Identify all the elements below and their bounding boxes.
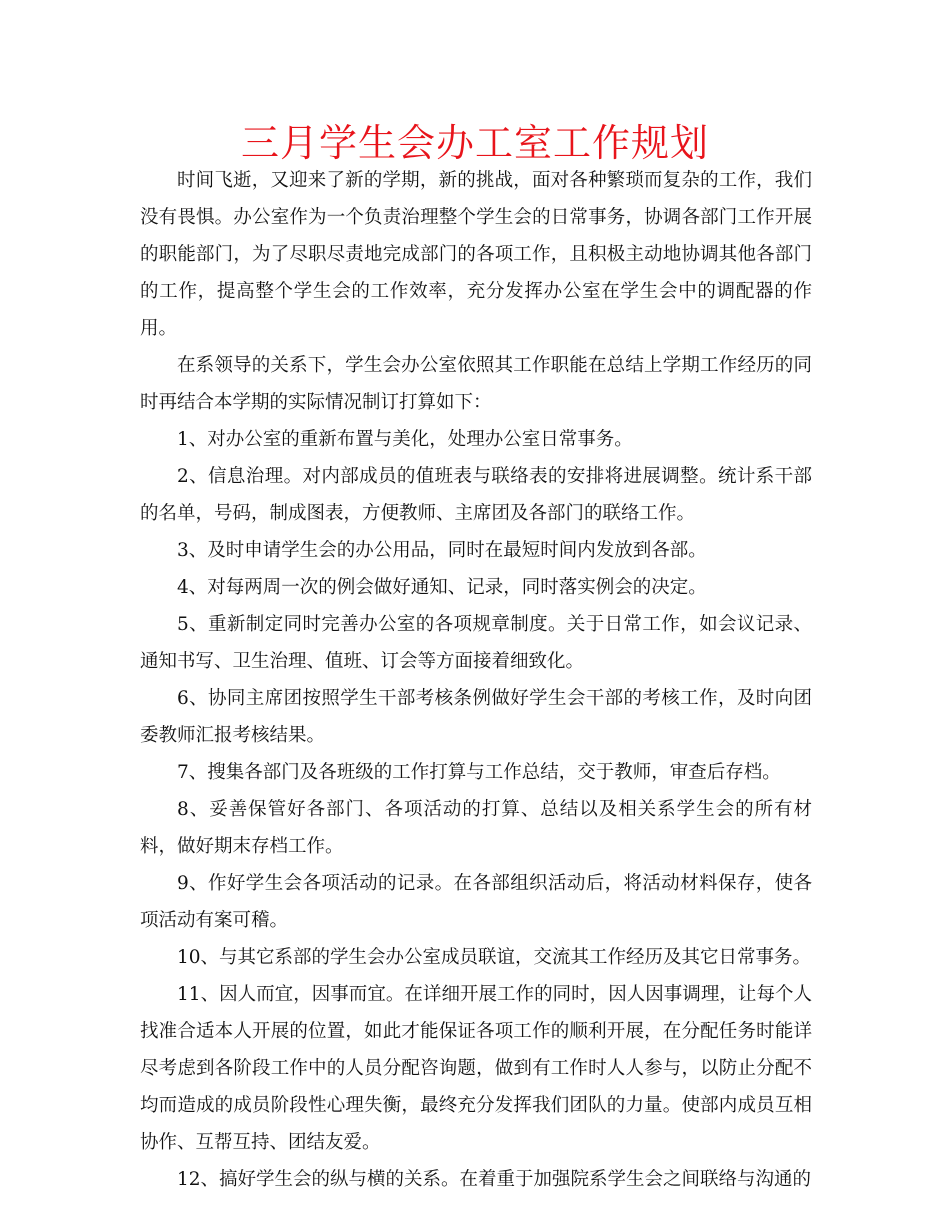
document-body [140, 162, 812, 1198]
plan-item-7: 7、搜集各部门及各班级的工作打算与工作总结，交于教师，审查后存档。 [177, 762, 781, 783]
plan-item-8: 8、妥善保管好各部门、各项活动的打算、总结以及相关系学生会的所有材料，做好期末存档工作。 [140, 799, 812, 857]
paragraph-plan-lead: 在系领导的关系下，学生会办公室依照其工作职能在总结上学期工作经历的同时再结合本学期的实际情况制订打算如下： [140, 355, 812, 413]
plan-item-1: 1、对办公室的重新布置与美化，处理办公室日常事务。 [177, 429, 633, 450]
plan-item-11: 11、因人而宜，因事而宜。在详细开展工作的同时，因人因事调理，让每个人找准合适本人开展的位置，如此才能保证各项工作的顺利开展，在分配任务时能详尽考虑到各阶段工作中的人员分配咨询题，做到有工作时人人参与，以防止分配不均而造成的成员阶段性心理失衡，最终充分发挥我们团队的力量。使部内成员互相协作、互帮互持、团结友爱。 [140, 984, 812, 1153]
plan-item-10: 10、与其它系部的学生会办公室成员联谊，交流其工作经历及其它日常事务。 [177, 947, 812, 968]
paragraph-intro: 时间飞逝，又迎来了新的学期，新的挑战，面对各种繁琐而复杂的工作，我们没有畏惧。办公室作为一个负责治理整个学生会的日常事务，协调各部门工作开展的职能部门，为了尽职尽责地完成部门的各项工作，且积极主动地协调其他各部门的工作，提高整个学生会的工作效率，充分发挥办公室在学生会中的调配器的作用。 [140, 170, 812, 339]
plan-item-3: 3、及时申请学生会的办公用品，同时在最短时间内发放到各部。 [177, 540, 707, 561]
plan-item-4: 4、对每两周一次的例会做好通知、记录，同时落实例会的决定。 [177, 577, 707, 598]
document-title: 三月学生会办工室工作规划 [240, 121, 709, 165]
plan-item-5: 5、重新制定同时完善办公室的各项规章制度。关于日常工作，如会议记录、通知书写、卫生治理、值班、订会等方面接着细致化。 [140, 614, 812, 672]
plan-item-2: 2、信息治理。对内部成员的值班表与联络表的安排将进展调整。统计系干部的名单，号码，制成图表，方便教师、主席团及各部门的联络工作。 [140, 466, 812, 524]
plan-item-9: 9、作好学生会各项活动的记录。在各部组织活动后，将活动材料保存，使各项活动有案可稽。 [140, 873, 812, 931]
plan-item-6: 6、协同主席团按照学生干部考核条例做好学生会干部的考核工作，及时向团委教师汇报考核结果。 [140, 688, 812, 746]
plan-item-12: 12、搞好学生会的纵与横的关系。在着重于加强院系学生会之间联络与沟通的 [177, 1169, 812, 1190]
